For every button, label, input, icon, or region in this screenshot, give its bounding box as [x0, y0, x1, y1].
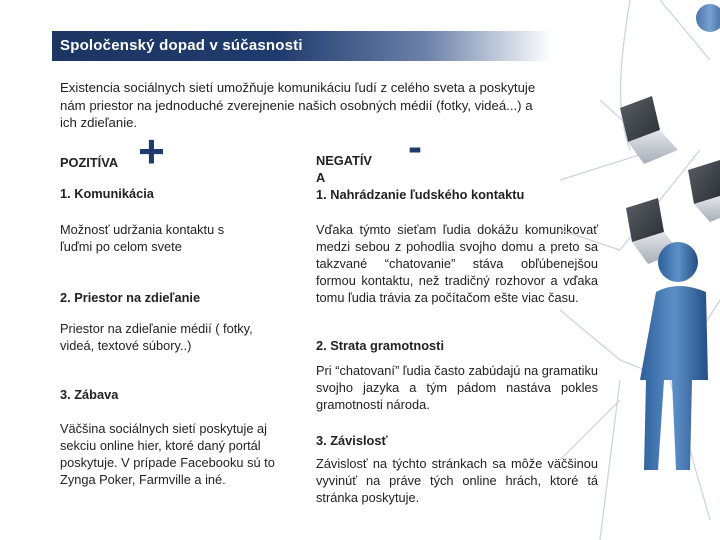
negative-heading-3: 3. Závislosť	[316, 433, 388, 448]
page-title: Spoločenský dopad v súčasnosti	[60, 37, 303, 54]
positive-heading-3: 3. Zábava	[60, 387, 119, 402]
title-bar	[52, 31, 552, 61]
positive-text-1: Možnosť udržania kontaktu s ľuďmi po celom svete	[60, 222, 225, 254]
negative-text-2: Pri “chatovaní” ľudia často zabúdajú na gramatiku svojho jazyka a tým pádom nastáva pokles gramotnosti národa.	[316, 363, 598, 412]
intro-paragraph: Existencia sociálnych sietí umožňuje komunikáciu ľudí z celého sveta a poskytuje nám priestor na jednoduché zverejnenie našich osobných médií (fotky, videá...) a ich zdieľanie.	[60, 80, 536, 130]
plus-sign: +	[138, 125, 165, 177]
negative-heading-2: 2. Strata gramotnosti	[316, 338, 444, 353]
laptop-icon	[620, 96, 678, 164]
negative-text-3: Závislosť na týchto stránkach sa môže väčšinou vyvinúť na práve tých online hrách, ktoré tá stránka poskytuje.	[316, 456, 598, 505]
negative-label-line2: A	[316, 170, 326, 185]
negative-label-line1: NEGATÍV	[316, 153, 372, 168]
network-illustration	[560, 0, 720, 540]
minus-sign: -	[408, 123, 422, 170]
positive-label: POZITÍVA	[60, 155, 119, 170]
positive-text-3: Väčšina sociálnych sietí poskytuje aj sekciu online hier, ktoré daný portál poskytuje. V prípade Facebooku sú to Zynga Poker, Farmville a iné.	[60, 421, 275, 487]
person-icon	[640, 242, 708, 470]
person-icon	[696, 4, 720, 32]
positive-heading-2: 2. Priestor na zdieľanie	[60, 290, 201, 305]
positive-text-2: Priestor na zdieľanie médií ( fotky, videá, textové súbory..)	[60, 321, 253, 353]
negative-text-1: Vďaka týmto sieťam ľudia dokážu komunikovať medzi sebou z pohodlia svojho domu a preto sa takzvané “chatovanie” stáva obľúbenejšou formou kontaktu, než tradičný rozhovor a vďaka tomu ľudia trávia za počítačom ešte viac času.	[316, 222, 598, 305]
laptop-icon	[688, 160, 720, 222]
negative-heading-1: 1. Nahrádzanie ľudského kontaktu	[316, 187, 525, 202]
positive-heading-1: 1. Komunikácia	[60, 186, 154, 201]
